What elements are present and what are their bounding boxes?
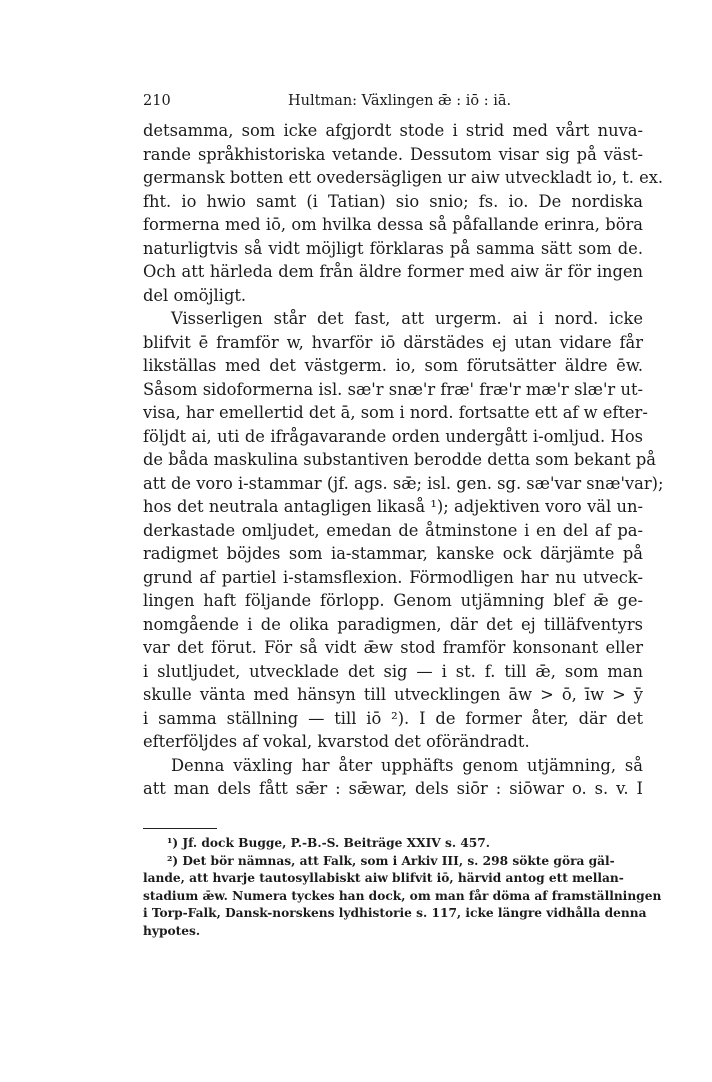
footnote-line: lande, att hvarje tautosyllabiskt aiw blifvit iō, härvid antog ett mellan- [143,871,624,885]
text-line: naturligtvis så vidt möjligt förklaras på samma sätt som de. [143,238,643,258]
footnote-line: ²) Det bör nämnas, att Falk, som i Arkiv III, s. 298 sökte göra gäl- [167,853,615,868]
body-text [143,119,664,801]
text-line: formerna med iō, om hvilka dessa så påfallande erinra, böra [143,215,643,234]
footnote-line: stadium ǣw. Numera tyckes han dock, om man får döma af framställningen [143,888,662,903]
text-line: fht. io hwio samt (i Tatian) sio snio; fs. io. De nordiska [143,191,643,211]
text-line: likställas med det västgerm. io, som förutsätter äldre ēw. [143,356,643,375]
text-line: att man dels fått sǣr : sǣwar, dels siōr : siōwar o. s. v. I [143,779,643,798]
text-line: Denna växling har åter upphäfts genom utjämning, så [171,755,643,775]
text-line: germansk botten ett ovedersägligen ur aiw utveckladt io, t. ex. [143,168,664,187]
text-line: skulle vänta med hänsyn till utvecklingen āw > ō, īw > ȳ [143,685,643,704]
footnotes [143,835,662,940]
text-line: var det förut. För så vidt ǣw stod framför konsonant eller [143,638,643,657]
text-line: i samma ställning — till iō ²). I de former åter, där det [143,708,643,728]
text-line: grund af partiel i-stamsflexion. Förmodligen har nu utveck- [143,567,643,587]
text-line: följdt ai, uti de ifrågavarande orden undergått i-omljud. Hos [143,426,643,446]
text-line: del omöjligt. [143,285,247,305]
text-line: detsamma, som icke afgjordt stode i strid med vårt nuva- [143,121,643,140]
text-line: Visserligen står det fast, att urgerm. ai i nord. icke [171,309,643,328]
text-line: efterföljdes af vokal, kvarstod det oförändradt. [143,732,530,751]
text-line: blifvit ē framför w, hvarför iō därstädes ej utan vidare får [143,332,643,352]
text-line: radigmet böjdes som ia-stammar, kanske ock därjämte på [143,544,643,563]
text-line: visa, har emellertid det ā, som i nord. fortsatte ett af w efter- [143,403,648,422]
running-title: Hultman: Växlingen ǣ : iō : iā. [288,93,512,109]
footnote-divider [143,828,217,829]
text-line: i slutljudet, utvecklade det sig — i st. f. till ǣ, som man [143,661,643,681]
text-line: de båda maskulina substantiven berodde detta som bekant på [143,450,656,469]
footnote-line: i Torp-Falk, Dansk-norskens lydhistorie s. 117, icke längre vidhålla denna [143,906,647,920]
text-line: derkastade omljudet, emedan de åtminstone i en del af pa- [143,520,643,540]
footnote-line: ¹) Jf. dock Bugge, P.-B.-S. Beiträge XXIV s. 457. [167,836,491,850]
footnote-line: hypotes. [143,923,201,938]
text-line: rande språkhistoriska vetande. Dessutom visar sig på väst- [143,144,643,164]
page-number: 210 [143,93,171,109]
text-line: nomgående i de olika paradigmen, där det ej tilläfventyrs [143,614,643,634]
text-line: Och att härleda dem från äldre former med aiw är för ingen [143,262,643,281]
text-line: Såsom sidoformerna isl. sæ'r snæ'r fræ' fræ'r mæ'r slæ'r ut- [143,379,643,399]
text-line: lingen haft följande förlopp. Genom utjämning blef ǣ ge- [143,591,643,610]
text-line: hos det neutrala antagligen likaså ¹); adjektiven voro väl un- [143,497,643,516]
text-line: att de voro i-stammar (jf. ags. sǣ; isl. gen. sg. sæ'var snæ'var); [143,473,664,493]
